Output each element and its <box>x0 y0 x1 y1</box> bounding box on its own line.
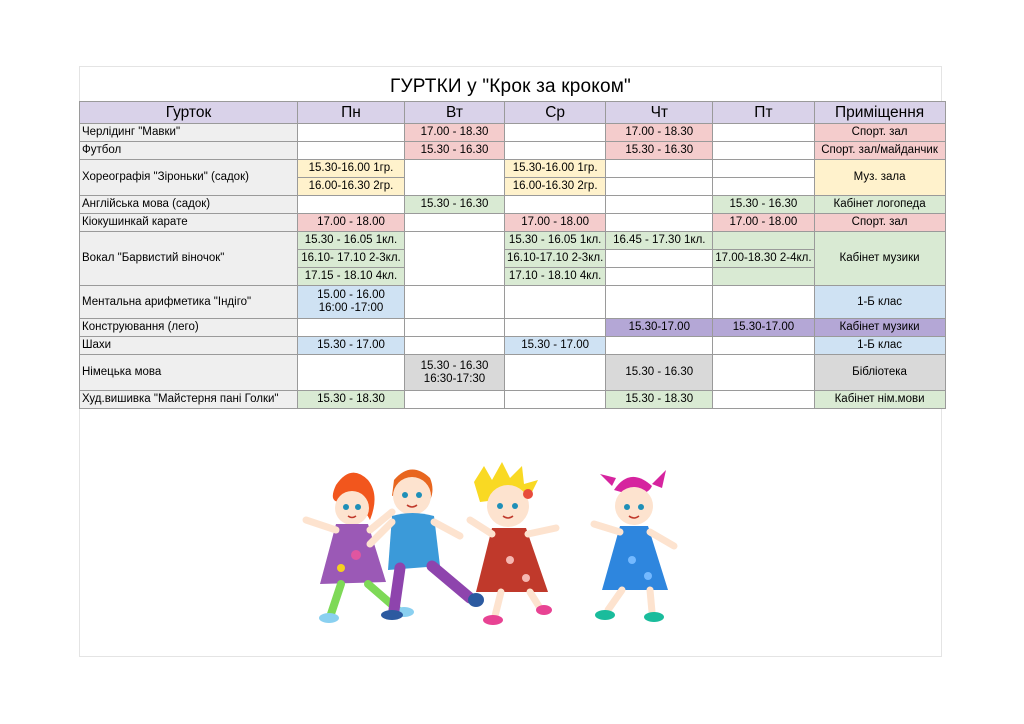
club-name: Ментальна арифметика "Індіго" <box>80 286 298 319</box>
cell-room: Бібліотека <box>814 355 945 391</box>
cell-mon: 15.30 - 18.30 <box>298 391 405 409</box>
club-name: Хореографія "Зіроньки" (садок) <box>80 160 298 196</box>
cell-wed <box>505 196 606 214</box>
cell-room: Муз. зала <box>814 160 945 196</box>
cell-fri <box>713 355 814 391</box>
cell-fri <box>713 232 814 250</box>
cell-mon-line2: 16:00 -17:00 <box>318 302 384 314</box>
club-name: Футбол <box>80 142 298 160</box>
cell-room: 1-Б клас <box>814 337 945 355</box>
header-club: Гурток <box>80 102 298 124</box>
table-header-row <box>80 102 946 124</box>
cell-thu: 17.00 - 18.30 <box>606 124 713 142</box>
cell-tue <box>405 319 505 337</box>
cell-tue: 17.00 - 18.30 <box>405 124 505 142</box>
cell-thu <box>606 178 713 196</box>
child-pink-hair <box>594 470 674 622</box>
header-mon: Пн <box>298 102 405 124</box>
cell-wed: 16.00-16.30 2гр. <box>505 178 606 196</box>
cell-tue <box>405 232 505 286</box>
cell-wed: 17.00 - 18.00 <box>505 214 606 232</box>
table-row <box>80 286 946 319</box>
cell-room: Спорт. зал <box>814 124 945 142</box>
page-title: ГУРТКИ у "Крок за кроком" <box>389 76 631 97</box>
table-row <box>80 160 946 178</box>
cell-mon <box>298 196 405 214</box>
cell-fri <box>713 337 814 355</box>
cell-fri: 15.30-17.00 <box>713 319 814 337</box>
cell-room: Кабінет музики <box>814 319 945 337</box>
cell-mon <box>298 286 405 319</box>
header-wed: Ср <box>505 102 606 124</box>
table-row <box>80 214 946 232</box>
cell-tue <box>405 337 505 355</box>
cell-fri <box>713 268 814 286</box>
cell-room: Спорт. зал <box>814 214 945 232</box>
cell-wed: 15.30 - 17.00 <box>505 337 606 355</box>
cell-thu <box>606 214 713 232</box>
cell-wed: 17.10 - 18.10 4кл. <box>505 268 606 286</box>
cell-mon: 16.10- 17.10 2-3кл. <box>298 250 405 268</box>
schedule-table <box>79 101 946 409</box>
cell-wed: 15.30 - 16.05 1кл. <box>505 232 606 250</box>
cell-fri <box>713 160 814 178</box>
cell-tue <box>405 355 505 391</box>
cell-wed: 15.30-16.00 1гр. <box>505 160 606 178</box>
table-row <box>80 337 946 355</box>
cell-tue-line1: 15.30 - 16.30 <box>420 359 489 372</box>
cell-thu: 15.30-17.00 <box>606 319 713 337</box>
dancing-children-illustration <box>296 460 696 630</box>
cell-tue <box>405 286 505 319</box>
club-name: Шахи <box>80 337 298 355</box>
cell-fri <box>713 286 814 319</box>
cell-thu: 15.30 - 18.30 <box>606 391 713 409</box>
cell-thu <box>606 337 713 355</box>
club-name: Кіокушинкай карате <box>80 214 298 232</box>
cell-wed <box>505 124 606 142</box>
cell-mon: 15.30 - 17.00 <box>298 337 405 355</box>
cell-wed <box>505 319 606 337</box>
cell-tue: 15.30 - 16.30 <box>405 142 505 160</box>
cell-wed <box>505 391 606 409</box>
cell-room: Кабінет нім.мови <box>814 391 945 409</box>
cell-room: Кабінет логопеда <box>814 196 945 214</box>
cell-wed <box>505 142 606 160</box>
cell-fri: 17.00 - 18.00 <box>713 214 814 232</box>
cell-thu: 15.30 - 16.30 <box>606 142 713 160</box>
cell-fri <box>713 124 814 142</box>
cell-mon: 16.00-16.30 2гр. <box>298 178 405 196</box>
club-name: Худ.вишивка "Майстерня пані Голки" <box>80 391 298 409</box>
cell-room: Кабінет музики <box>814 232 945 286</box>
club-name: Англійська мова (садок) <box>80 196 298 214</box>
cell-room: 1-Б клас <box>814 286 945 319</box>
cell-room: Спорт. зал/майданчик <box>814 142 945 160</box>
cell-tue <box>405 160 505 196</box>
cell-thu <box>606 160 713 178</box>
cell-fri: 17.00-18.30 2-4кл. <box>713 250 814 268</box>
cell-thu <box>606 268 713 286</box>
cell-thu: 16.45 - 17.30 1кл. <box>606 232 713 250</box>
cell-fri <box>713 142 814 160</box>
cell-wed <box>505 355 606 391</box>
cell-thu: 15.30 - 16.30 <box>606 355 713 391</box>
table-row <box>80 355 946 391</box>
cell-mon <box>298 355 405 391</box>
cell-fri <box>713 391 814 409</box>
cell-thu <box>606 196 713 214</box>
cell-fri: 15.30 - 16.30 <box>713 196 814 214</box>
table-row <box>80 232 946 250</box>
cell-mon <box>298 124 405 142</box>
cell-fri <box>713 178 814 196</box>
table-row <box>80 124 946 142</box>
header-thu: Чт <box>606 102 713 124</box>
header-tue: Вт <box>405 102 505 124</box>
header-fri: Пт <box>713 102 814 124</box>
cell-mon <box>298 319 405 337</box>
cell-wed <box>505 286 606 319</box>
cell-tue <box>405 214 505 232</box>
table-row <box>80 391 946 409</box>
cell-mon-line1: 15.00 - 16.00 <box>317 289 385 301</box>
table-row <box>80 142 946 160</box>
cell-mon: 15.30 - 16.05 1кл. <box>298 232 405 250</box>
cell-tue-line2: 16:30-17:30 <box>423 372 486 385</box>
club-name: Черлідинг "Мавки" <box>80 124 298 142</box>
cell-mon: 17.15 - 18.10 4кл. <box>298 268 405 286</box>
cell-thu <box>606 250 713 268</box>
header-room: Приміщення <box>814 102 945 124</box>
cell-mon <box>298 142 405 160</box>
cell-mon: 17.00 - 18.00 <box>298 214 405 232</box>
cell-tue: 15.30 - 16.30 <box>405 196 505 214</box>
table-row <box>80 196 946 214</box>
table-row <box>80 319 946 337</box>
cell-mon: 15.30-16.00 1гр. <box>298 160 405 178</box>
club-name: Німецька мова <box>80 355 298 391</box>
cell-thu <box>606 286 713 319</box>
cell-wed: 16.10-17.10 2-3кл. <box>505 250 606 268</box>
club-name: Вокал "Барвистий віночок" <box>80 232 298 286</box>
cell-tue <box>405 391 505 409</box>
club-name: Конструювання (лего) <box>80 319 298 337</box>
